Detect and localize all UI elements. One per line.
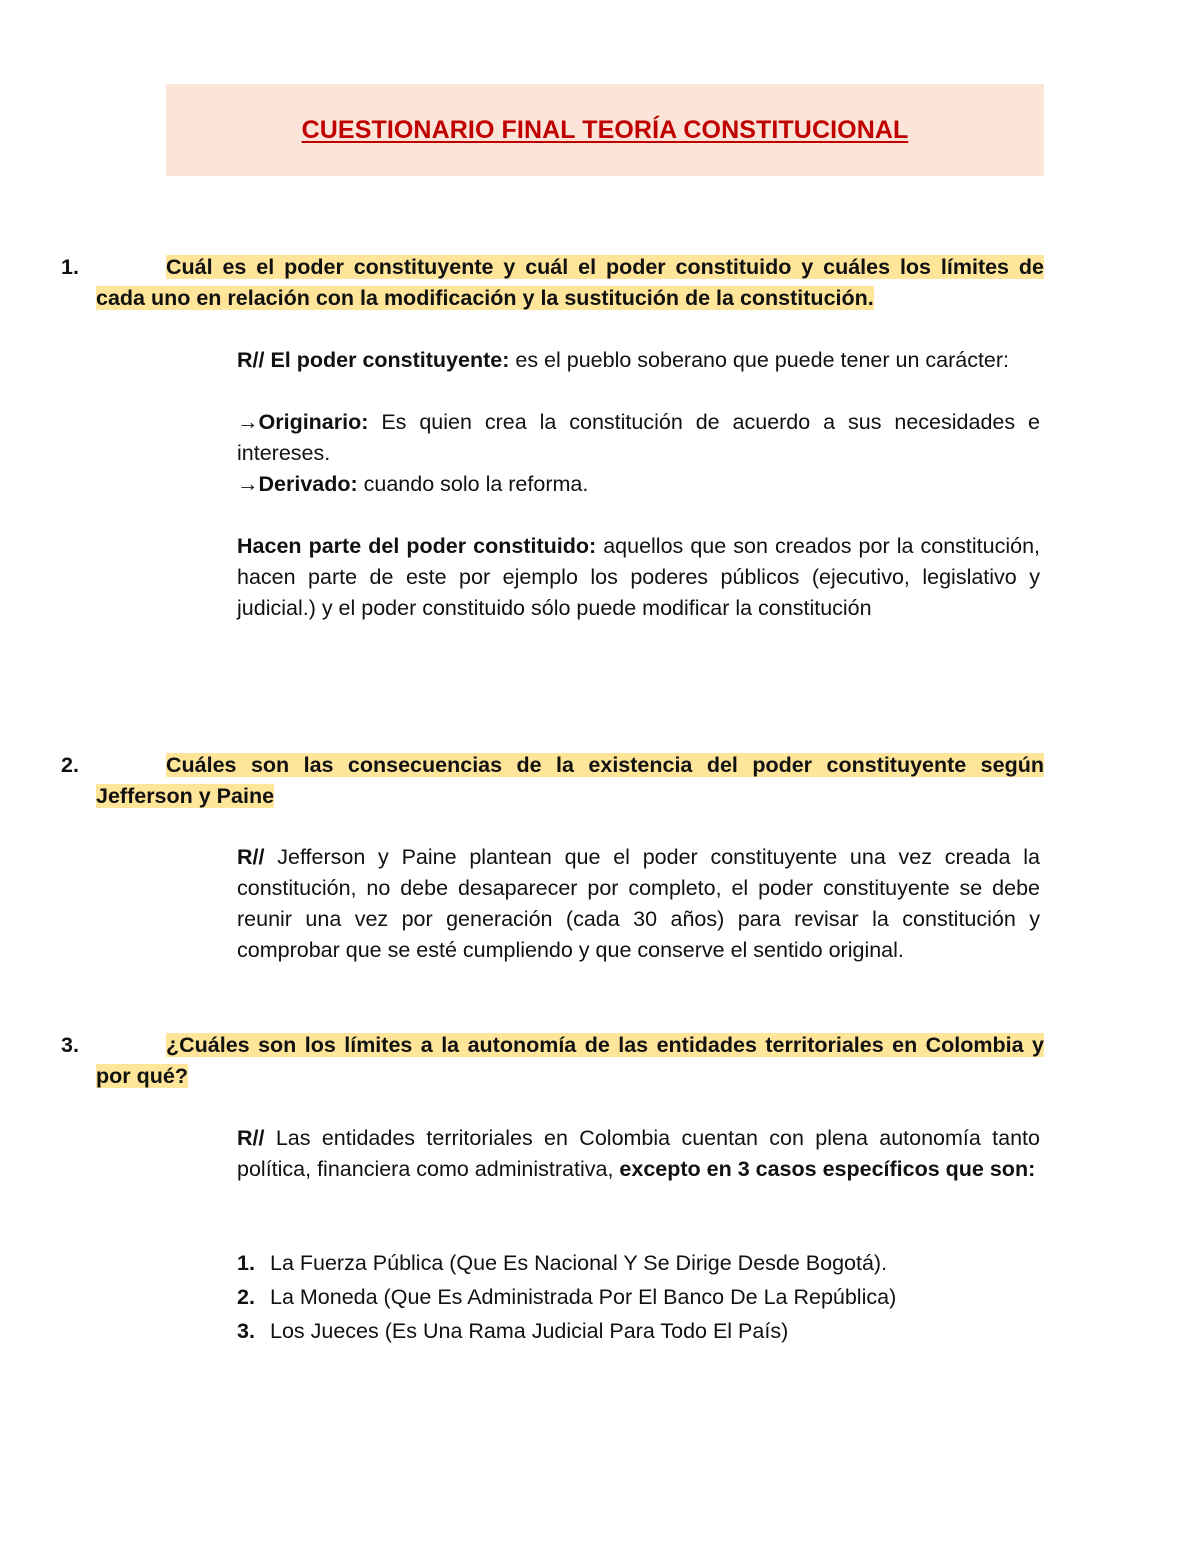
originario-text: Es quien crea la constitución de acuerdo a sus necesidades e intereses. — [237, 410, 1040, 465]
question-1-text: Cuál es el poder constituyente y cuál el poder constituido y cuáles los límites de cada uno en relación con la modificación y la sustitución de la constitución. — [96, 255, 1044, 310]
arrow-icon: → — [237, 410, 259, 434]
question-1 — [61, 252, 1044, 314]
list-item: 3. Los Jueces (Es Una Rama Judicial Para Todo El País) — [237, 1319, 789, 1343]
answer-prefix: R// — [237, 845, 265, 869]
answer-1-constituyente — [237, 345, 1040, 376]
answer-2 — [237, 842, 1040, 966]
answer-1 — [237, 345, 1040, 624]
answer-prefix: R// — [237, 1126, 265, 1150]
answer-2-text: Jefferson y Paine plantean que el poder constituyente una vez creada la constitución, no debe desaparecer por completo, el poder constituyente se debe reunir una vez por generación (cada 30 años) para revisar la constitución y comprobar que se esté cumpliendo y que conserve el sentido original. — [237, 845, 1040, 962]
answer-1-constituido — [237, 531, 1040, 624]
cases-list — [237, 1246, 896, 1348]
answer-1-originario — [237, 407, 1040, 469]
document-title: CUESTIONARIO FINAL TEORÍA CONSTITUCIONAL — [301, 115, 909, 144]
answer-3 — [237, 1123, 1040, 1185]
question-1-number: 1. — [61, 255, 79, 279]
term-poder-constituido-text: aquellos que son creados por la constitución, hacen parte de este por ejemplo los poderes públicos (ejecutivo, legislativo y judicial.) y el poder constituido sólo puede modificar la constitución — [237, 534, 1040, 620]
list-item: 2. La Moneda (Que Es Administrada Por El Banco De La República) — [237, 1285, 897, 1309]
question-3 — [61, 1030, 1044, 1092]
list-item: 1. La Fuerza Pública (Que Es Nacional Y Se Dirige Desde Bogotá). — [237, 1251, 888, 1275]
derivado-text: cuando solo la reforma. — [357, 472, 589, 496]
question-2 — [61, 750, 1044, 812]
title-banner — [166, 84, 1044, 176]
answer-3-bold: excepto en 3 casos específicos que son: — [619, 1157, 1036, 1181]
answer-prefix: R// — [237, 348, 265, 372]
question-3-number: 3. — [61, 1033, 79, 1057]
term-poder-constituyente: El poder constituyente: — [270, 348, 510, 372]
question-2-text: Cuáles son las consecuencias de la existencia del poder constituyente según Jefferson y Paine — [96, 753, 1044, 808]
question-2-number: 2. — [61, 753, 79, 777]
term-poder-constituyente-text: es el pueblo soberano que puede tener un carácter: — [509, 348, 1010, 372]
derivado-label: Derivado: — [258, 472, 358, 496]
originario-label: Originario: — [258, 410, 369, 434]
question-3-text: ¿Cuáles son los límites a la autonomía de las entidades territoriales en Colombia y por qué? — [96, 1033, 1044, 1088]
arrow-icon: → — [237, 472, 259, 496]
answer-3-text: Las entidades territoriales en Colombia cuentan con plena autonomía tanto política, financiera como administrativa, — [237, 1126, 1040, 1181]
term-poder-constituido: Hacen parte del poder constituido: — [237, 534, 597, 558]
answer-1-derivado — [237, 469, 1040, 500]
